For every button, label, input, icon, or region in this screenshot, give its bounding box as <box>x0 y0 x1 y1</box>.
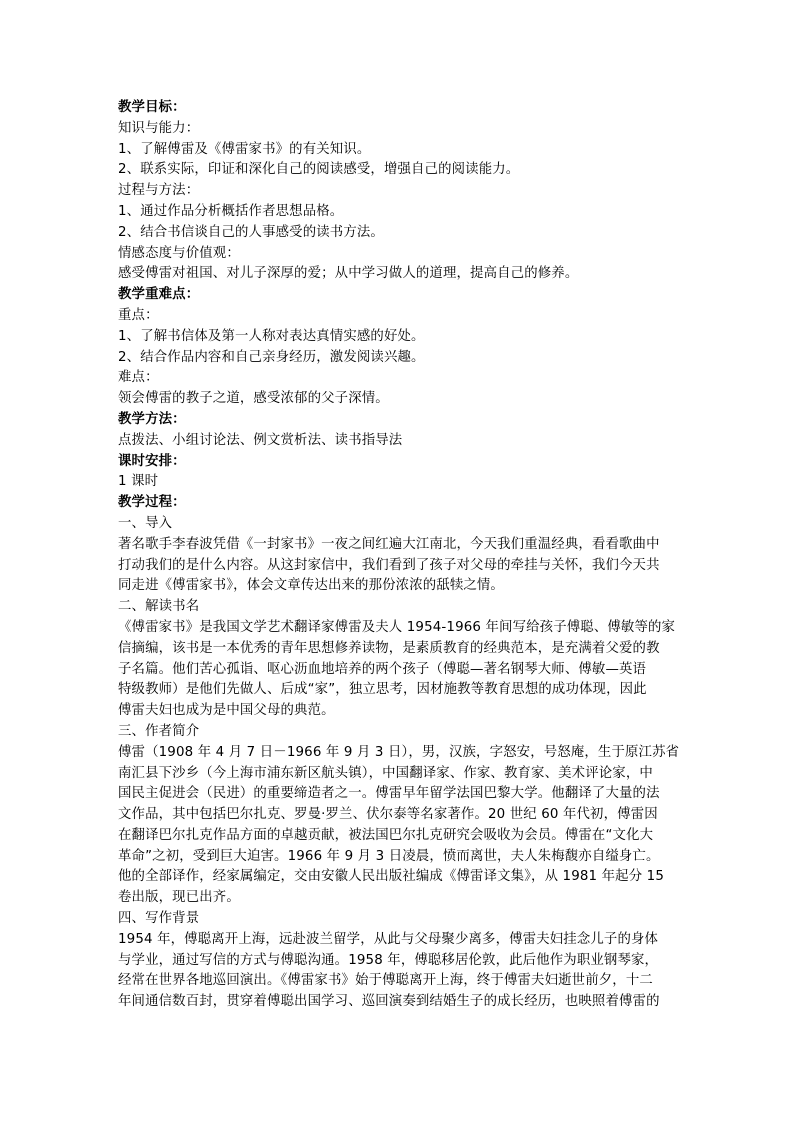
text-line: 南汇县下沙乡（今上海市浦东新区航头镇），中国翻译家、作家、教育家、美术评论家，中 <box>118 765 653 781</box>
text-line: 重点： <box>118 307 159 323</box>
text-line: 信摘编，该书是一本优秀的青年思想修养读物，是素质教育的经典范本，是充满着父爱的教 <box>118 640 660 656</box>
text-line: 傅雷（1908 年 4 月 7 日－1966 年 9 月 3 日），男，汉族，字怒安，号怒庵，生于原江苏省 <box>118 744 680 760</box>
section-heading: 教学方法： <box>118 411 186 427</box>
text-line: 领会傅雷的教子之道，感受浓郁的父子深情。 <box>118 391 389 407</box>
text-line: 卷出版，现已出齐。 <box>118 890 240 906</box>
text-line: 情感态度与价值观： <box>118 245 240 261</box>
text-line: 打动我们的是什么内容。从这封家信中，我们看到了孩子对父母的牵挂与关怀，我们今天共 <box>118 557 660 573</box>
text-line: 四、写作背景 <box>118 911 200 927</box>
text-line: 三、作者简介 <box>118 723 200 739</box>
text-line: 知识与能力： <box>118 120 200 136</box>
text-line: 著名歌手李春波凭借《一封家书》一夜之间红遍大江南北，今天我们重温经典，看看歌曲中 <box>118 536 660 552</box>
text-line: 在翻译巴尔扎克作品方面的卓越贡献，被法国巴尔扎克研究会吸收为会员。傅雷在“文化大 <box>118 827 654 843</box>
text-line: 难点： <box>118 370 159 386</box>
text-line: 1、了解书信体及第一人称对表达真情实感的好处。 <box>118 328 425 344</box>
text-line: 文作品，其中包括巴尔扎克、罗曼·罗兰、伏尔泰等名家著作。20 世纪 60 年代初，傅雷因 <box>118 807 658 823</box>
section-heading: 教学过程： <box>118 495 186 511</box>
section-heading: 课时安排： <box>118 453 186 469</box>
text-line: 一、导入 <box>118 515 173 531</box>
section-heading: 教学重难点： <box>118 287 200 303</box>
text-line: 与学业，通过写信的方式与傅聪沟通。1958 年，傅聪移居伦敦，此后他作为职业钢琴家， <box>118 952 659 968</box>
text-line: 点拨法、小组讨论法、例文赏析法、读书指导法 <box>118 432 403 448</box>
text-line: 2、联系实际，印证和深化自己的阅读感受，增强自己的阅读能力。 <box>118 162 520 178</box>
text-line: 傅雷夫妇也成为是中国父母的典范。 <box>118 703 335 719</box>
text-line: 国民主促进会（民进）的重要缔造者之一。傅雷早年留学法国巴黎大学。他翻译了大量的法 <box>118 786 660 802</box>
text-line: 子名篇。他们苦心孤诣、呕心沥血地培养的两个孩子（傅聪—著名钢琴大师、傅敏—英语 <box>118 661 647 677</box>
text-line: 革命”之初，受到巨大迫害。1966 年 9 月 3 日凌晨，愤而离世，夫人朱梅馥亦自缢身亡。 <box>118 848 660 864</box>
text-line: 二、解读书名 <box>118 599 200 615</box>
text-line: 感受傅雷对祖国、对儿子深厚的爱；从中学习做人的道理，提高自己的修养。 <box>118 266 579 282</box>
text-line: 2、结合书信谈自己的人事感受的读书方法。 <box>118 224 384 240</box>
text-line: 《傅雷家书》是我国文学艺术翻译家傅雷及夫人 1954-1966 年间写给孩子傅聪、傅敏等的家 <box>118 619 676 635</box>
text-line: 1 课时 <box>118 474 159 490</box>
text-line: 他的全部译作，经家属编定，交由安徽人民出版社编成《傅雷译文集》，从 1981 年起分 15 <box>118 869 664 885</box>
text-line: 过程与方法： <box>118 183 200 199</box>
text-line: 经常在世界各地巡回演出。《傅雷家书》始于傅聪离开上海，终于傅雷夫妇逝世前夕，十二 <box>118 973 653 989</box>
section-heading: 教学目标： <box>118 100 186 115</box>
text-line: 年间通信数百封，贯穿着傅聪出国学习、巡回演奏到结婚生子的成长经历，也映照着傅雷的 <box>118 994 660 1010</box>
text-line: 特级教师）是他们先做人、后成“家”，独立思考，因材施教等教育思想的成功体现，因此 <box>118 682 647 698</box>
text-line: 1、通过作品分析概括作者思想品格。 <box>118 203 344 219</box>
text-line: 2、结合作品内容和自己亲身经历，激发阅读兴趣。 <box>118 349 425 365</box>
text-line: 同走进《傅雷家书》，体会文章传达出来的那份浓浓的舐犊之情。 <box>118 578 504 594</box>
text-line: 1、了解傅雷及《傅雷家书》的有关知识。 <box>118 141 371 157</box>
text-line: 1954 年，傅聪离开上海，远赴波兰留学，从此与父母聚少离多，傅雷夫妇挂念儿子的身体 <box>118 931 659 947</box>
document-body <box>118 98 678 1013</box>
